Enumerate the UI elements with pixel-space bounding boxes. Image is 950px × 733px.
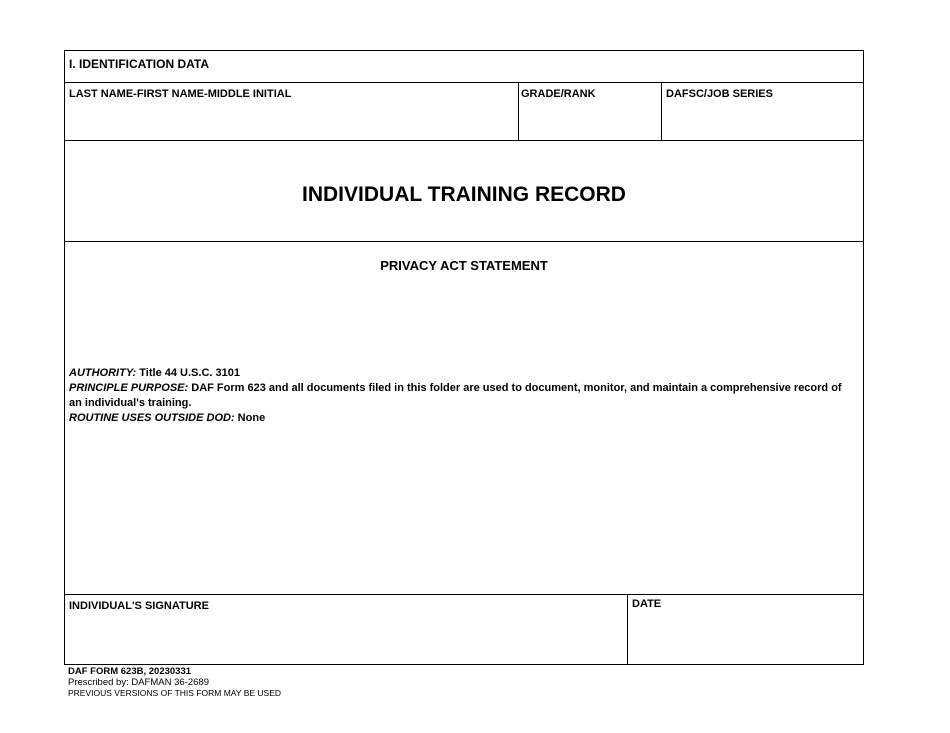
date-label: DATE	[632, 598, 662, 610]
signature-field[interactable]	[65, 595, 627, 664]
form-id: DAF FORM 623B, 20230331	[68, 666, 192, 677]
identification-row	[65, 83, 863, 141]
previous-versions-note: PREVIOUS VERSIONS OF THIS FORM MAY BE USED	[68, 688, 282, 698]
signature-row	[65, 595, 863, 664]
dafsc-job-series-label: DAFSC/JOB SERIES	[666, 88, 773, 100]
purpose-label: PRINCIPLE PURPOSE:	[69, 382, 189, 394]
title-block	[65, 141, 863, 242]
section-header	[65, 51, 863, 83]
purpose-text: DAF Form 623 and all documents filed in this folder are used to document, monitor, and maintain a comprehensive record of an individual's training.	[69, 382, 842, 409]
name-field-label: LAST NAME-FIRST NAME-MIDDLE INITIAL	[69, 88, 292, 100]
name-field[interactable]	[65, 83, 518, 140]
authority-line	[69, 366, 843, 381]
training-record-form	[64, 50, 864, 665]
prescribed-by: Prescribed by: DAFMAN 36-2689	[68, 677, 209, 688]
section-title: I. IDENTIFICATION DATA	[69, 57, 209, 71]
authority-text: Title 44 U.S.C. 3101	[136, 367, 240, 379]
form-title: INDIVIDUAL TRAINING RECORD	[302, 183, 626, 206]
privacy-act-block	[65, 242, 863, 595]
routine-uses-label: ROUTINE USES OUTSIDE DOD:	[69, 412, 235, 424]
privacy-act-body	[69, 366, 843, 426]
date-field[interactable]	[627, 595, 863, 664]
routine-uses-line	[69, 411, 843, 426]
signature-label: INDIVIDUAL'S SIGNATURE	[69, 600, 209, 612]
purpose-line	[69, 381, 843, 411]
routine-uses-text: None	[234, 412, 266, 424]
form-footer	[68, 666, 281, 699]
authority-label: AUTHORITY:	[69, 367, 137, 379]
grade-rank-label: GRADE/RANK	[521, 88, 596, 100]
grade-rank-field[interactable]	[518, 83, 661, 140]
privacy-act-title: PRIVACY ACT STATEMENT	[380, 258, 548, 273]
dafsc-job-series-field[interactable]	[661, 83, 863, 140]
